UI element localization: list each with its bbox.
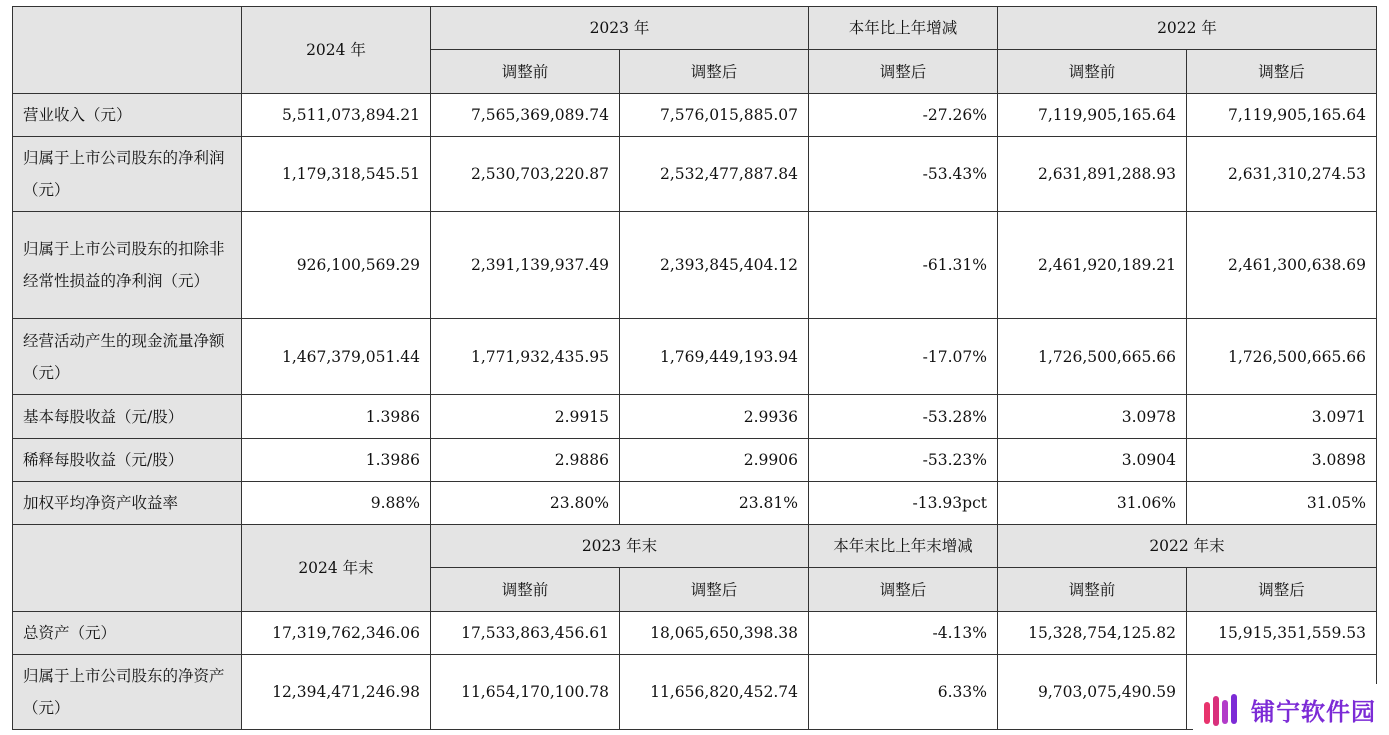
cell-2022-after: 7,119,905,165.64 xyxy=(1187,94,1377,137)
cell-2023-before: 17,533,863,456.61 xyxy=(431,612,620,655)
cell-2023-after: 2.9906 xyxy=(620,439,809,482)
cell-2023-before: 23.80% xyxy=(431,482,620,525)
header1-blank xyxy=(13,7,242,94)
header1-2024: 2024 年 xyxy=(242,7,431,94)
cell-change: -4.13% xyxy=(809,612,998,655)
header2-blank xyxy=(13,525,242,612)
cell-2023-before: 2,391,139,937.49 xyxy=(431,212,620,319)
cell-2023-after: 2,532,477,887.84 xyxy=(620,137,809,212)
cell-2023-before: 11,654,170,100.78 xyxy=(431,655,620,730)
table-row xyxy=(13,482,1377,525)
header2-2023: 2023 年末 xyxy=(431,525,809,568)
header2-2023-before: 调整前 xyxy=(431,568,620,612)
cell-2022-after: 3.0898 xyxy=(1187,439,1377,482)
header1-change-after: 调整后 xyxy=(809,50,998,94)
header1-2022-after: 调整后 xyxy=(1187,50,1377,94)
cell-2022-before: 9,703,075,490.59 xyxy=(998,655,1187,730)
cell-change: -53.23% xyxy=(809,439,998,482)
cell-2022-after: 15,915,351,559.53 xyxy=(1187,612,1377,655)
cell-2022-before: 3.0904 xyxy=(998,439,1187,482)
header1-2023: 2023 年 xyxy=(431,7,809,50)
cell-2022-before: 31.06% xyxy=(998,482,1187,525)
row-label: 稀释每股收益（元/股） xyxy=(13,439,242,482)
cell-2022-before: 3.0978 xyxy=(998,395,1187,439)
cell-change: 6.33% xyxy=(809,655,998,730)
table-row xyxy=(13,439,1377,482)
table-row xyxy=(13,94,1377,137)
header2-2022: 2022 年末 xyxy=(998,525,1377,568)
cell-2022-after: 1,726,500,665.66 xyxy=(1187,319,1377,395)
cell-2022-before: 2,461,920,189.21 xyxy=(998,212,1187,319)
cell-change: -53.28% xyxy=(809,395,998,439)
watermark-text: 铺宁软件园 xyxy=(1251,698,1376,726)
table-row xyxy=(13,395,1377,439)
cell-change: -27.26% xyxy=(809,94,998,137)
cell-2022-after: 31.05% xyxy=(1187,482,1377,525)
row-label: 总资产（元） xyxy=(13,612,242,655)
row-label: 归属于上市公司股东的净资产（元） xyxy=(13,655,242,730)
table-row xyxy=(13,319,1377,395)
row-label: 基本每股收益（元/股） xyxy=(13,395,242,439)
watermark-logo xyxy=(1193,684,1389,735)
cell-2024: 926,100,569.29 xyxy=(242,212,431,319)
cell-2022-before: 7,119,905,165.64 xyxy=(998,94,1187,137)
cell-2023-before: 7,565,369,089.74 xyxy=(431,94,620,137)
cell-change: -61.31% xyxy=(809,212,998,319)
table-row xyxy=(13,612,1377,655)
row-label: 经营活动产生的现金流量净额（元） xyxy=(13,319,242,395)
cell-2022-before: 2,631,891,288.93 xyxy=(998,137,1187,212)
table-row xyxy=(13,137,1377,212)
row-label: 营业收入（元） xyxy=(13,94,242,137)
cell-2024: 1.3986 xyxy=(242,395,431,439)
table-row xyxy=(13,212,1377,319)
header1-2022: 2022 年 xyxy=(998,7,1377,50)
header1-2022-before: 调整前 xyxy=(998,50,1187,94)
cell-2024: 9.88% xyxy=(242,482,431,525)
cell-2022-after: 2,461,300,638.69 xyxy=(1187,212,1377,319)
cell-change: -17.07% xyxy=(809,319,998,395)
cell-2022-after: 3.0971 xyxy=(1187,395,1377,439)
cell-2024: 17,319,762,346.06 xyxy=(242,612,431,655)
cell-2023-after: 11,656,820,452.74 xyxy=(620,655,809,730)
cell-change: -53.43% xyxy=(809,137,998,212)
header2-2023-after: 调整后 xyxy=(620,568,809,612)
header1-2023-after: 调整后 xyxy=(620,50,809,94)
cell-2023-before: 2.9886 xyxy=(431,439,620,482)
cell-2023-after: 2,393,845,404.12 xyxy=(620,212,809,319)
bars-logo-icon xyxy=(1203,692,1243,728)
header1-change: 本年比上年增减 xyxy=(809,7,998,50)
cell-2023-before: 1,771,932,435.95 xyxy=(431,319,620,395)
header2-2024: 2024 年末 xyxy=(242,525,431,612)
cell-2023-before: 2,530,703,220.87 xyxy=(431,137,620,212)
header2-2022-before: 调整前 xyxy=(998,568,1187,612)
row-label: 加权平均净资产收益率 xyxy=(13,482,242,525)
header2-change-after: 调整后 xyxy=(809,568,998,612)
cell-2023-after: 2.9936 xyxy=(620,395,809,439)
cell-2024: 5,511,073,894.21 xyxy=(242,94,431,137)
cell-2024: 12,394,471,246.98 xyxy=(242,655,431,730)
table-row xyxy=(13,655,1377,730)
cell-change: -13.93pct xyxy=(809,482,998,525)
cell-2023-after: 23.81% xyxy=(620,482,809,525)
row-label: 归属于上市公司股东的净利润（元） xyxy=(13,137,242,212)
header2-change: 本年末比上年末增减 xyxy=(809,525,998,568)
cell-2024: 1.3986 xyxy=(242,439,431,482)
cell-2023-after: 7,576,015,885.07 xyxy=(620,94,809,137)
cell-2024: 1,179,318,545.51 xyxy=(242,137,431,212)
header2-2022-after: 调整后 xyxy=(1187,568,1377,612)
cell-2023-after: 18,065,650,398.38 xyxy=(620,612,809,655)
cell-2023-after: 1,769,449,193.94 xyxy=(620,319,809,395)
header1-2023-before: 调整前 xyxy=(431,50,620,94)
cell-2022-before: 15,328,754,125.82 xyxy=(998,612,1187,655)
row-label: 归属于上市公司股东的扣除非经常性损益的净利润（元） xyxy=(13,212,242,319)
cell-2024: 1,467,379,051.44 xyxy=(242,319,431,395)
cell-2022-after: 2,631,310,274.53 xyxy=(1187,137,1377,212)
cell-2022-before: 1,726,500,665.66 xyxy=(998,319,1187,395)
cell-2023-before: 2.9915 xyxy=(431,395,620,439)
financial-data-table xyxy=(12,6,1377,730)
